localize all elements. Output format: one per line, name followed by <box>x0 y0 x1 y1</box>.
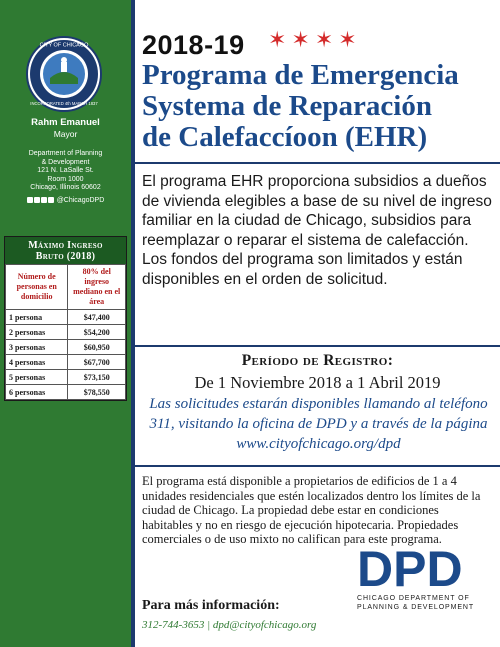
table-row <box>6 340 126 355</box>
dpd-logo <box>357 544 477 592</box>
program-year: 2018-19 <box>142 30 245 60</box>
title-line: de Calefaccíoon (EHR) <box>142 121 428 153</box>
dept-line: Chicago, Illinois 60602 <box>30 184 101 192</box>
instagram-icon[interactable] <box>48 197 54 203</box>
table-row <box>6 370 126 385</box>
city-seal-logo <box>26 36 102 112</box>
registration-heading: Período de Registro: <box>241 352 394 369</box>
youtube-icon[interactable] <box>41 197 47 203</box>
program-title <box>142 60 500 153</box>
table-row <box>6 325 126 340</box>
dpd-logo-subtitle <box>357 594 487 612</box>
social-handle[interactable]: @ChicagoDPD <box>56 197 105 204</box>
social-links <box>0 197 131 204</box>
svg-text:INCORPORATED 4th MARCH 1837: INCORPORATED 4th MARCH 1837 <box>30 101 98 106</box>
dpd-sub-line: CHICAGO DEPARTMENT OF <box>357 595 470 602</box>
section-divider <box>135 465 500 467</box>
amount-cell: $67,700 <box>68 355 126 370</box>
mayor-title: Mayor <box>53 129 78 139</box>
income-title-line: Máximo Ingreso <box>28 240 103 251</box>
table-row <box>6 310 126 325</box>
dpd-sub-line: PLANNING & DEVELOPMENT <box>357 604 475 611</box>
income-table <box>5 264 126 400</box>
amount-cell: $73,150 <box>68 370 126 385</box>
registration-note: Las solicitudes estarán disponibles llamando al teléfono 311, visitando la oficina de DPD y a través de la página www.cityofchicago.org/dpd <box>149 396 488 452</box>
amount-cell: $54,200 <box>68 325 126 340</box>
sidebar-divider <box>131 0 135 647</box>
dept-line: Room 1000 <box>47 175 84 183</box>
amount-cell: $60,950 <box>68 340 126 355</box>
more-info-heading: Para más información: <box>142 598 280 613</box>
twitter-icon[interactable] <box>34 197 40 203</box>
program-description: El programa EHR proporciona subsidios a dueños de vivienda elegibles a base de su nivel de ingreso familiar en la ciudad de Chicago, subsidios para reemplazar o reparar el sistema de calefacción. Los fondos del programa son limitados y están disponibles en el orden de solicitud. <box>142 173 492 288</box>
amount-cell: $78,550 <box>68 385 126 400</box>
department-address <box>0 150 131 193</box>
dept-line: 121 N. LaSalle St. <box>37 167 94 175</box>
section-divider <box>135 345 500 347</box>
dept-line: Department of Planning <box>28 150 103 157</box>
table-row <box>6 355 126 370</box>
registration-dates: De 1 Noviembre 2018 a 1 Abril 2019 <box>194 373 441 392</box>
income-title-line: Bruto (2018) <box>35 251 96 262</box>
household-cell: 3 personas <box>6 340 68 355</box>
contact-info[interactable]: 312-744-3653 | dpd@cityofchicago.org <box>142 619 317 631</box>
title-line: Programa de Emergencia <box>142 59 459 91</box>
income-table-title <box>5 237 126 264</box>
sidebar <box>0 0 131 647</box>
chicago-stars: ✶✶✶✶ <box>268 28 362 53</box>
column-header-income: 80% del ingreso mediano en el área <box>68 265 126 310</box>
dept-line: & Development <box>41 158 90 166</box>
title-line: Systema de Reparación <box>142 90 432 122</box>
dpd-logo-text: DPD <box>357 544 463 592</box>
eligibility-text: El programa está disponible a propietarios de edificios de 1 a 4 unidades residenciales que estén localizados dentro los límites de la ciudad de Chicago. La propiedad debe estar en condiciones habitables y no en riesgo de ejecución hipotecaria. Propiedades comerciales o de uso mixto no califican para este programa. <box>142 474 481 546</box>
household-cell: 4 personas <box>6 355 68 370</box>
header-divider <box>135 162 500 164</box>
facebook-icon[interactable] <box>27 197 33 203</box>
income-table-box <box>4 236 127 401</box>
household-cell: 1 persona <box>6 310 68 325</box>
household-cell: 5 personas <box>6 370 68 385</box>
table-row <box>6 385 126 400</box>
svg-text:CITY OF CHICAGO: CITY OF CHICAGO <box>39 42 89 49</box>
column-header-household: Número de personas en domicilio <box>6 265 68 310</box>
household-cell: 2 personas <box>6 325 68 340</box>
household-cell: 6 personas <box>6 385 68 400</box>
mayor-name: Rahm Emanuel <box>31 117 100 128</box>
amount-cell: $47,400 <box>68 310 126 325</box>
